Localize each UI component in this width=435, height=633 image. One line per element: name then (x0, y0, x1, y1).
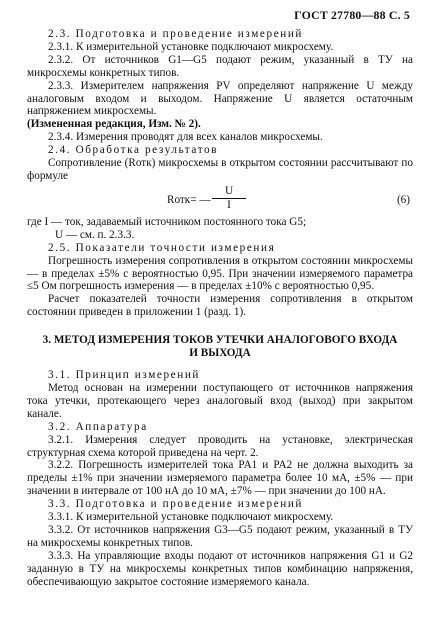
formula-6 (27, 185, 413, 215)
formula-left: Rотк= — (167, 193, 211, 206)
section-2-3-heading: 2.3. Подготовка и проведение измерений (48, 28, 304, 40)
paragraph-2-3-1: 2.3.1. К измерительной установке подключают микросхему. (48, 40, 334, 53)
formula-where-2: U — см. п. 2.3.3. (55, 228, 135, 241)
paragraph-2-3-2: 2.3.2. От источников G1—G5 подают режим, указанный в ТУ на микросхемы конкретных типов. (27, 53, 413, 79)
paragraph-2-4: Сопротивление (Rотк) микросхемы в открытом состоянии рассчитывают по формуле (27, 157, 413, 182)
section-2-5-heading: 2.5. Показатели точности измерения (48, 241, 276, 254)
paragraph-2-5-calc: Расчет показателей точности измерения сопротивления в открытом состоянии приведен в приложении 1 (разд. 1). (27, 293, 413, 319)
paragraph-3-3-1: 3.3.1. К измерительной установке подключают микросхему. (48, 511, 334, 524)
paragraph-3-3-3: 3.3.3. На управляющие входы подают от источников напряжения G1 и G2 заданную в ТУ на микросхемы конкретных типов комбинацию напряжения, обеспечивающую закрытое состояние измеряемого канала. (27, 549, 413, 588)
paragraph-2-3-4: 2.3.4. Измерения проводят для всех каналов микросхемы. (48, 131, 323, 144)
section-2-4-heading: 2.4. Обработка результатов (48, 144, 219, 157)
revision-note: (Измененная редакция, Изм. № 2). (27, 118, 201, 131)
formula-where-1: где I — ток, задаваемый источником постоянного тока G5; (27, 215, 307, 228)
section-3-3-heading: 3.3. Подготовка и проведение измерений (48, 498, 304, 511)
formula-fraction (212, 185, 246, 212)
paragraph-2-3-3: 2.3.3. Измерителем напряжения PV определяют напряжение U между аналоговым входом и выходом. Напряжение U является остаточным напряжением микросхемы. (27, 79, 413, 118)
paragraph-3-1: Метод основан на измерении поступающего от источников напряжения тока утечки, протекающего через аналоговый вход (выход) при закрытом канале. (27, 382, 413, 420)
formula-numerator: U (212, 185, 246, 199)
paragraph-3-3-2: 3.3.2. От источников напряжения G3—G5 подают режим, указанный в ТУ на микросхемы конкретных типов. (27, 524, 413, 549)
section-3-1-heading: 3.1. Принцип измерений (48, 369, 200, 382)
paragraph-2-5: Погрешность измерения сопротивления в открытом состоянии микросхемы — в пределах ±5% с вероятностью 0,95. При значении измеряемого параметра ≤5 Ом погрешность измерения — в пределах ±10% с вероятностью 0,95. (27, 254, 413, 293)
formula-number: (6) (396, 193, 410, 206)
page-header: ГОСТ 27780—88 С. 5 (294, 8, 410, 22)
section-3-title: 3. МЕТОД ИЗМЕРЕНИЯ ТОКОВ УТЕЧКИ АНАЛОГОВОГО ВХОДА И ВЫХОДА (42, 334, 398, 360)
paragraph-3-2-1: 3.2.1. Измерения следует проводить на установке, электрическая структурная схема которой приведена на черт. 2. (27, 433, 413, 459)
paragraph-3-2-2: 3.2.2. Погрешность измерителей тока PA1 и PA2 не должна выходить за пределы ±1% при значении измеряемого параметра более 10 мА, ±5% — при значении в интервале от 100 нА до 10 мА, ±7% — при значении до 100 нА. (27, 459, 413, 498)
section-3-2-heading: 3.2. Аппаратура (48, 420, 148, 433)
formula-denominator: I (227, 198, 231, 211)
